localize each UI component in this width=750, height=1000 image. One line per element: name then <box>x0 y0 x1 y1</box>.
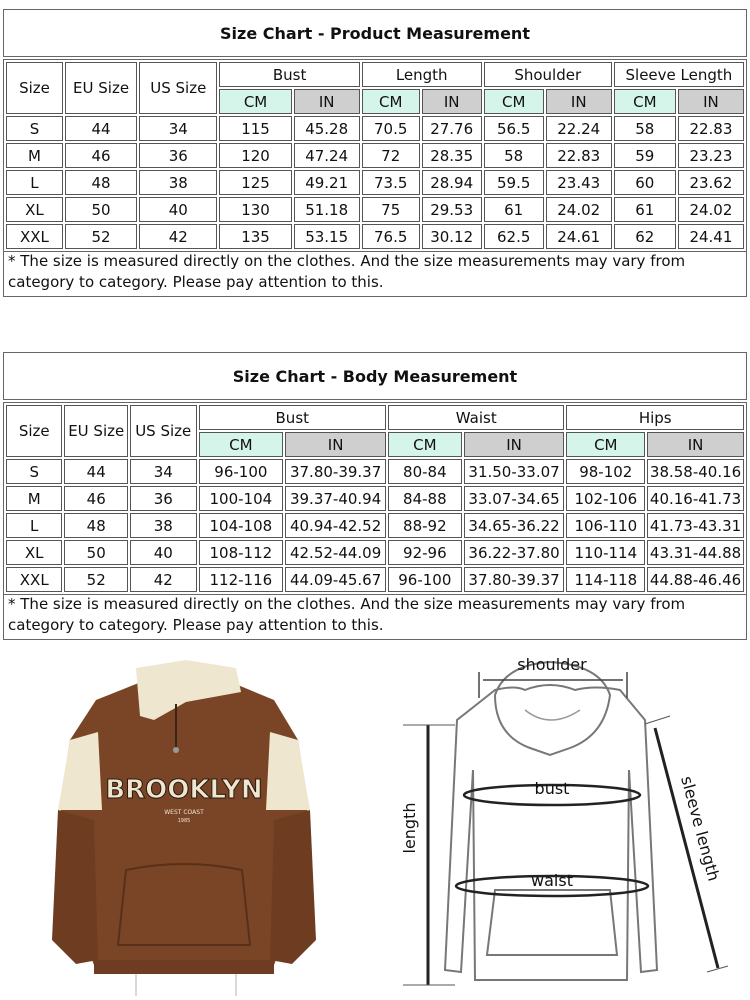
table-cell: 23.43 <box>546 170 612 195</box>
table-row <box>6 143 744 168</box>
table-cell: 106-110 <box>566 513 645 538</box>
table-cell: 135 <box>219 224 291 249</box>
table-cell: 46 <box>65 143 137 168</box>
logo-year: 1985 <box>177 818 191 824</box>
table-cell: 31.50-33.07 <box>464 459 565 484</box>
table-cell: 42 <box>130 567 197 592</box>
table-cell: 115 <box>219 116 291 141</box>
table-cell: 24.02 <box>678 197 744 222</box>
table-cell: 96-100 <box>199 459 284 484</box>
table-cell: 29.53 <box>422 197 482 222</box>
table-cell: 38.58-40.16 <box>647 459 744 484</box>
body-table-body <box>6 459 744 592</box>
right-shoulder-panel <box>266 732 310 810</box>
table-cell: 36.22-37.80 <box>464 540 565 565</box>
header-cm: CM <box>219 89 291 114</box>
table-cell: 112-116 <box>199 567 284 592</box>
table-cell: 50 <box>64 540 128 565</box>
table-cell: 70.5 <box>362 116 420 141</box>
product-chart-title: Size Chart - Product Measurement <box>3 9 747 57</box>
table-row <box>6 116 744 141</box>
size-cell: L <box>6 513 62 538</box>
header-length: Length <box>362 62 482 87</box>
table-cell: 40 <box>130 540 197 565</box>
table-row <box>6 540 744 565</box>
header-sleeve-length: Sleeve Length <box>614 62 744 87</box>
table-cell: 24.61 <box>546 224 612 249</box>
table-cell: 100-104 <box>199 486 284 511</box>
header-cm: CM <box>566 432 645 457</box>
table-cell: 60 <box>614 170 676 195</box>
table-cell: 102-106 <box>566 486 645 511</box>
table-row <box>6 224 744 249</box>
table-cell: 40.94-42.52 <box>285 513 386 538</box>
table-cell: 42 <box>139 224 217 249</box>
header-hips: Hips <box>566 405 744 430</box>
table-cell: 28.94 <box>422 170 482 195</box>
product-size-chart <box>3 9 747 297</box>
table-cell: 23.62 <box>678 170 744 195</box>
table-cell: 98-102 <box>566 459 645 484</box>
header-in: IN <box>422 89 482 114</box>
table-cell: 92-96 <box>388 540 462 565</box>
header-in: IN <box>294 89 360 114</box>
table-cell: 80-84 <box>388 459 462 484</box>
header-cm: CM <box>388 432 462 457</box>
size-cell: XXL <box>6 567 62 592</box>
table-row <box>6 197 744 222</box>
table-cell: 30.12 <box>422 224 482 249</box>
table-cell: 33.07-34.65 <box>464 486 565 511</box>
header-in: IN <box>647 432 744 457</box>
shoulder-label: shoulder <box>517 655 587 674</box>
header-us-size: US Size <box>139 62 217 114</box>
bust-label: bust <box>534 779 570 798</box>
left-shoulder-panel <box>58 732 102 810</box>
table-cell: 49.21 <box>294 170 360 195</box>
table-cell: 28.35 <box>422 143 482 168</box>
table-cell: 40.16-41.73 <box>647 486 744 511</box>
size-cell: M <box>6 143 63 168</box>
table-cell: 41.73-43.31 <box>647 513 744 538</box>
table-row <box>6 170 744 195</box>
table-cell: 47.24 <box>294 143 360 168</box>
table-cell: 110-114 <box>566 540 645 565</box>
table-cell: 61 <box>614 197 676 222</box>
left-sleeve <box>52 810 98 964</box>
table-cell: 59.5 <box>484 170 544 195</box>
table-cell: 56.5 <box>484 116 544 141</box>
measurement-diagram <box>395 650 730 1000</box>
table-cell: 42.52-44.09 <box>285 540 386 565</box>
right-sleeve <box>270 810 316 964</box>
table-cell: 62.5 <box>484 224 544 249</box>
hoodie-outline <box>445 685 657 980</box>
table-cell: 36 <box>139 143 217 168</box>
table-cell: 58 <box>614 116 676 141</box>
table-row <box>6 459 744 484</box>
table-cell: 39.37-40.94 <box>285 486 386 511</box>
table-cell: 104-108 <box>199 513 284 538</box>
header-size: Size <box>6 62 63 114</box>
header-cm: CM <box>362 89 420 114</box>
table-cell: 45.28 <box>294 116 360 141</box>
size-cell: XL <box>6 197 63 222</box>
table-cell: 73.5 <box>362 170 420 195</box>
header-bust: Bust <box>219 62 359 87</box>
table-cell: 43.31-44.88 <box>647 540 744 565</box>
table-cell: 59 <box>614 143 676 168</box>
table-cell: 34.65-36.22 <box>464 513 565 538</box>
table-cell: 75 <box>362 197 420 222</box>
size-cell: XL <box>6 540 62 565</box>
header-in: IN <box>464 432 565 457</box>
table-cell: 46 <box>64 486 128 511</box>
header-in: IN <box>285 432 386 457</box>
table-cell: 48 <box>64 513 128 538</box>
table-cell: 44 <box>64 459 128 484</box>
body-chart-note: * The size is measured directly on the clothes. And the size measurements may vary from category to category. Please pay attention to this. <box>3 593 747 640</box>
header-eu-size: EU Size <box>65 62 137 114</box>
table-cell: 62 <box>614 224 676 249</box>
waist-label: waist <box>531 871 573 890</box>
product-photo <box>36 660 332 1000</box>
size-cell: XXL <box>6 224 63 249</box>
table-cell: 37.80-39.37 <box>285 459 386 484</box>
table-row <box>6 513 744 538</box>
table-row <box>6 486 744 511</box>
table-cell: 34 <box>139 116 217 141</box>
table-cell: 108-112 <box>199 540 284 565</box>
table-cell: 96-100 <box>388 567 462 592</box>
table-cell: 40 <box>139 197 217 222</box>
table-cell: 22.24 <box>546 116 612 141</box>
table-cell: 72 <box>362 143 420 168</box>
table-cell: 51.18 <box>294 197 360 222</box>
table-cell: 37.80-39.37 <box>464 567 565 592</box>
brooklyn-logo: BROOKLYN <box>105 775 263 805</box>
table-cell: 22.83 <box>546 143 612 168</box>
body-size-table <box>3 402 747 595</box>
logo-subtitle: WEST COAST <box>164 809 204 816</box>
table-cell: 52 <box>64 567 128 592</box>
header-eu-size: EU Size <box>64 405 128 457</box>
table-cell: 48 <box>65 170 137 195</box>
table-cell: 34 <box>130 459 197 484</box>
table-cell: 23.23 <box>678 143 744 168</box>
table-cell: 53.15 <box>294 224 360 249</box>
table-cell: 114-118 <box>566 567 645 592</box>
table-cell: 24.41 <box>678 224 744 249</box>
table-cell: 88-92 <box>388 513 462 538</box>
size-cell: S <box>6 459 62 484</box>
table-cell: 38 <box>130 513 197 538</box>
sleeve-length-label: sleeve length <box>677 774 724 884</box>
header-cm: CM <box>484 89 544 114</box>
size-cell: M <box>6 486 62 511</box>
header-waist: Waist <box>388 405 564 430</box>
header-size: Size <box>6 405 62 457</box>
header-cm: CM <box>199 432 284 457</box>
product-table-body <box>6 116 744 249</box>
header-cm: CM <box>614 89 676 114</box>
table-cell: 76.5 <box>362 224 420 249</box>
header-us-size: US Size <box>130 405 197 457</box>
length-label: length <box>400 802 419 854</box>
product-size-table <box>3 59 747 252</box>
size-cell: L <box>6 170 63 195</box>
table-cell: 125 <box>219 170 291 195</box>
table-cell: 50 <box>65 197 137 222</box>
product-chart-note: * The size is measured directly on the clothes. And the size measurements may vary from category to category. Please pay attention to this. <box>3 250 747 297</box>
table-cell: 36 <box>130 486 197 511</box>
size-cell: S <box>6 116 63 141</box>
table-cell: 24.02 <box>546 197 612 222</box>
table-row <box>6 567 744 592</box>
table-cell: 44.09-45.67 <box>285 567 386 592</box>
header-in: IN <box>678 89 744 114</box>
table-cell: 52 <box>65 224 137 249</box>
table-cell: 120 <box>219 143 291 168</box>
table-cell: 58 <box>484 143 544 168</box>
table-cell: 44 <box>65 116 137 141</box>
header-in: IN <box>546 89 612 114</box>
table-cell: 38 <box>139 170 217 195</box>
table-cell: 44.88-46.46 <box>647 567 744 592</box>
body-size-chart <box>3 352 747 640</box>
table-cell: 22.83 <box>678 116 744 141</box>
header-shoulder: Shoulder <box>484 62 612 87</box>
table-cell: 84-88 <box>388 486 462 511</box>
body-chart-title: Size Chart - Body Measurement <box>3 352 747 400</box>
table-cell: 130 <box>219 197 291 222</box>
table-cell: 61 <box>484 197 544 222</box>
table-cell: 27.76 <box>422 116 482 141</box>
header-bust: Bust <box>199 405 387 430</box>
